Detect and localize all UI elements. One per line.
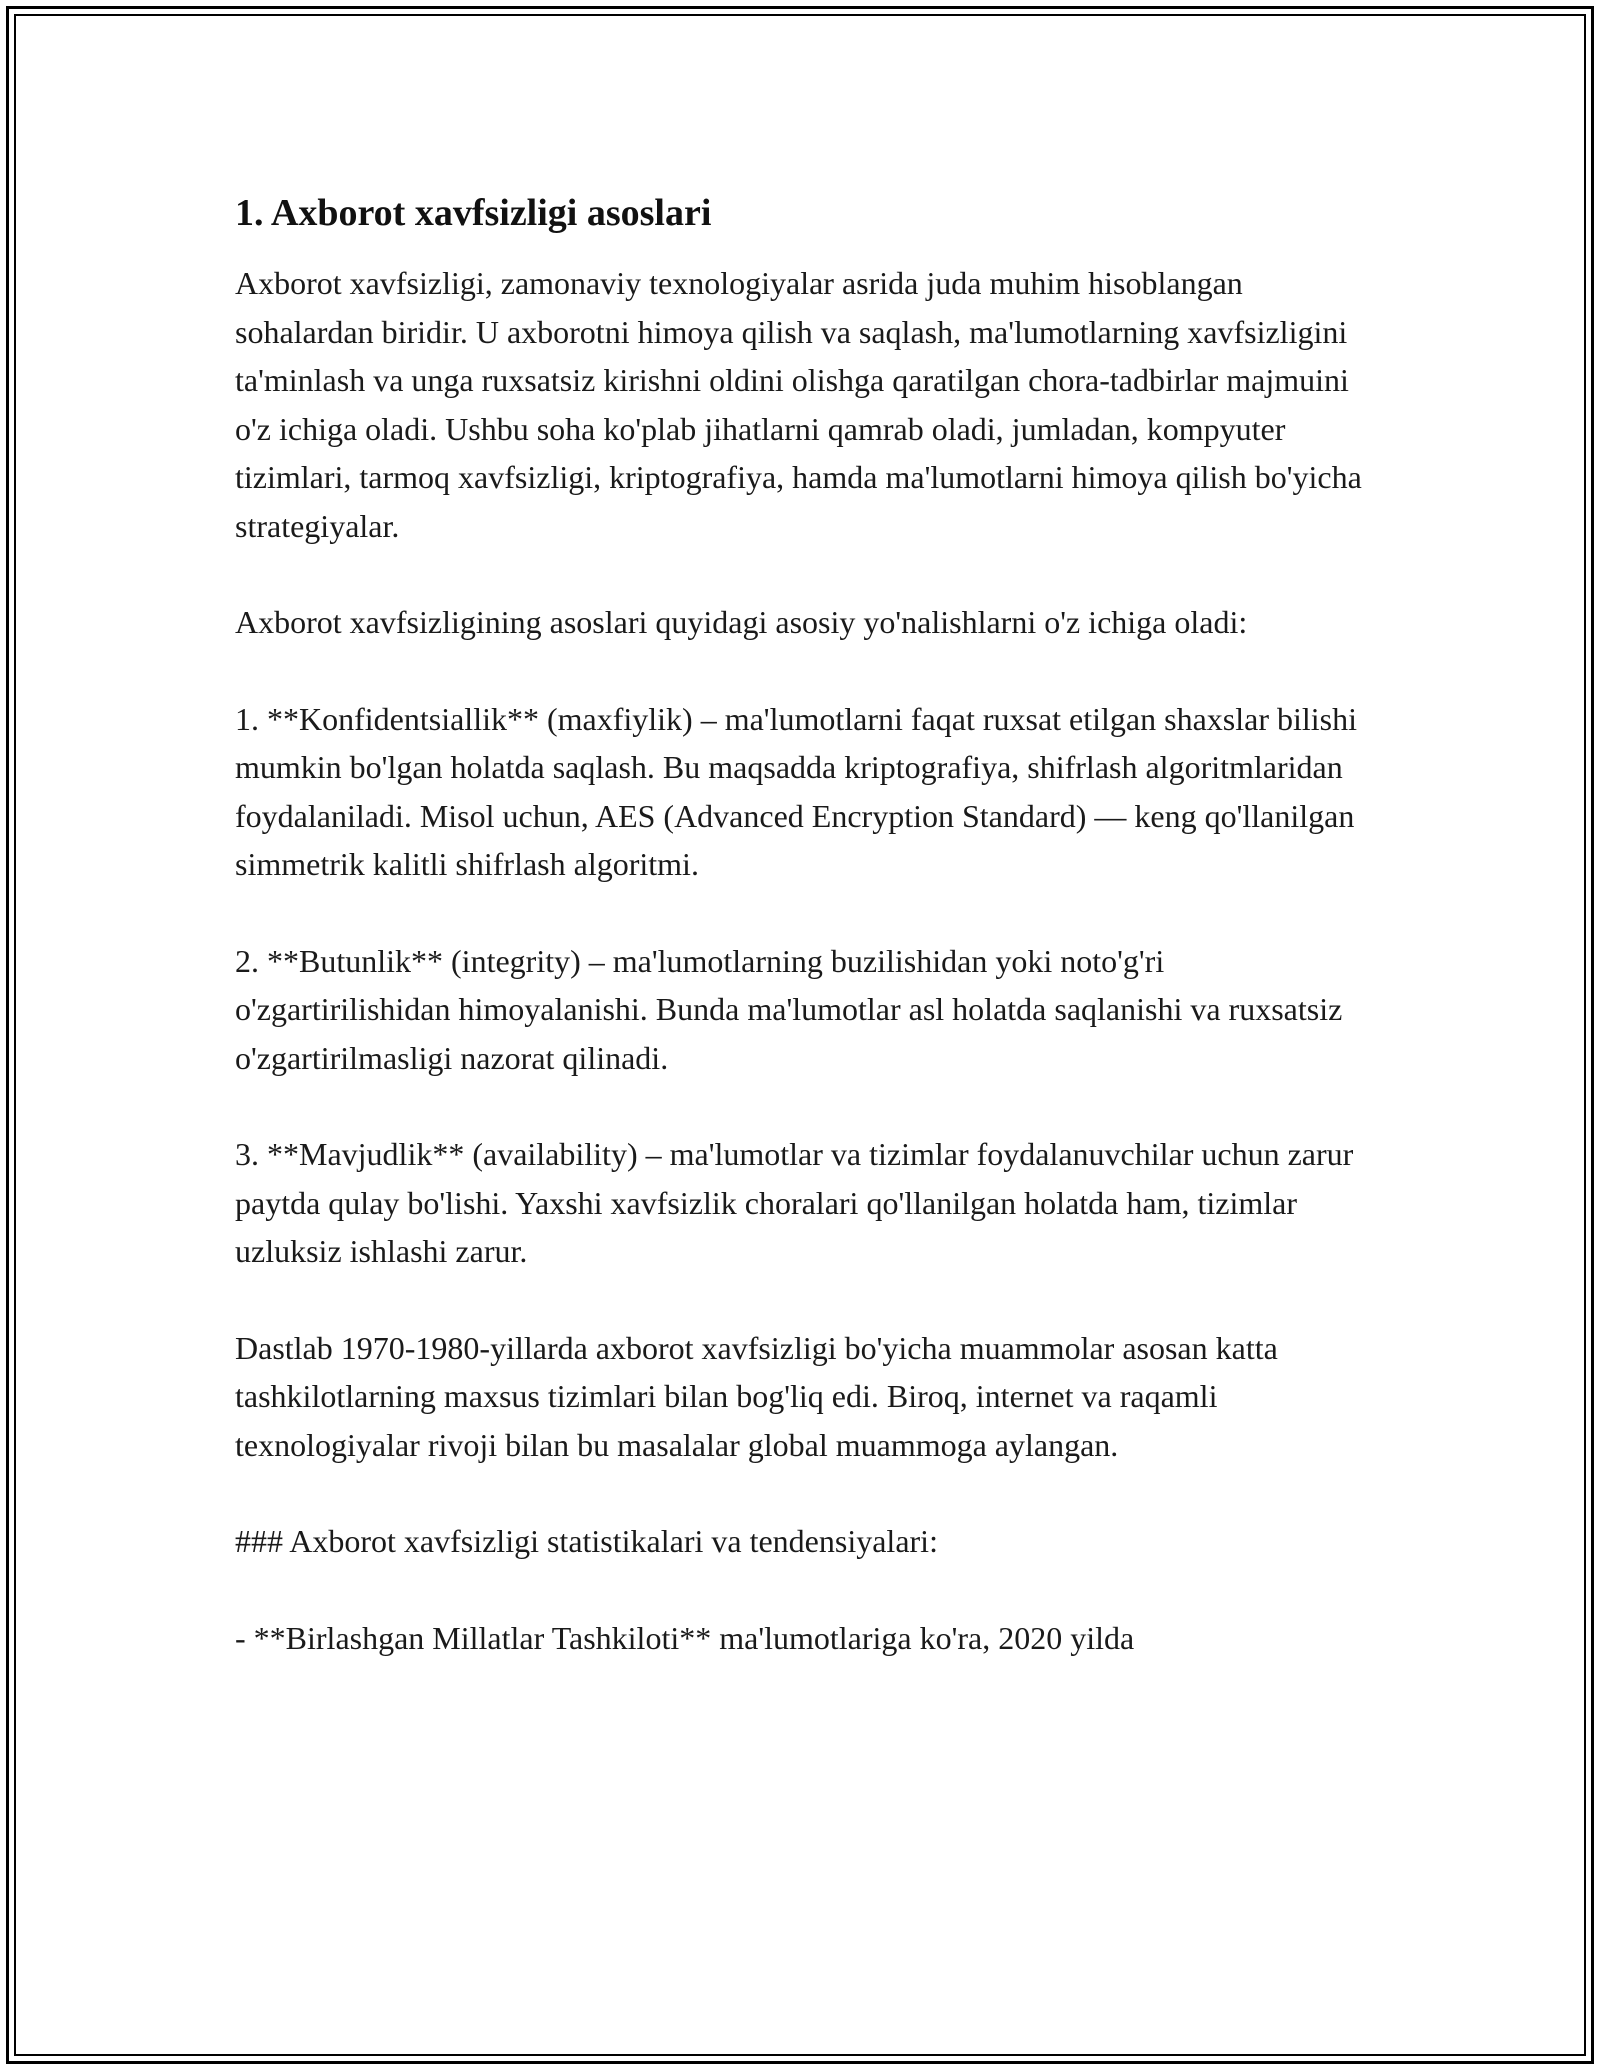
section-title: 1. Axborot xavfsizligi asoslari bbox=[235, 192, 712, 234]
history-paragraph: Dastlab 1970-1980-yillarda axborot xavfsizligi bo'yicha muammolar asosan katta tashkilotlarning maxsus tizimlari bilan bog'liq edi. Biroq, internet va raqamli texnologiyalar rivoji bilan bu masalalar global muammoga aylangan. bbox=[235, 1329, 1278, 1463]
statistics-heading: ### Axborot xavfsizligi statistikalari va tendensiyalari: bbox=[235, 1523, 938, 1559]
availability-paragraph: 3. **Mavjudlik** (availability) – ma'lumotlar va tizimlar foydalanuvchilar uchun zarur paytda qulay bo'lishi. Yaxshi xavfsizlik choralari qo'llanilgan holatda ham, tizimlar uzluksiz ishlashi zarur. bbox=[235, 1136, 1354, 1269]
intro-paragraph: Axborot xavfsizligi, zamonaviy texnologiyalar asrida juda muhim hisoblangan sohalardan biridir. U axborotni himoya qilish va saqlash, ma'lumotlarning xavfsizligini ta'minlash va unga ruxsatsiz kirishni oldini olishga qaratilgan chora-tadbirlar majmuini o'z ichiga oladi. Ushbu soha ko'plab jihatlarni qamrab oladi, jumladan, kompyuter tizimlari, tarmoq xavfsizligi, kriptografiya, hamda ma'lumotlarni himoya qilish bo'yicha strategiyalar. bbox=[235, 265, 1362, 544]
statistics-bullet: - **Birlashgan Millatlar Tashkiloti** ma'lumotlariga ko'ra, 2020 yilda bbox=[235, 1619, 1135, 1656]
list-intro-paragraph: Axborot xavfsizligining asoslari quyidagi asosiy yo'nalishlarni o'z ichiga oladi: bbox=[235, 604, 1248, 640]
integrity-paragraph: 2. **Butunlik** (integrity) – ma'lumotlarning buzilishidan yoki noto'g'ri o'zgartirilishidan himoyalanishi. Bunda ma'lumotlar asl holatda saqlanishi va ruxsatsiz o'zgartirilmasligi nazorat qilinadi. bbox=[235, 942, 1343, 1076]
document-body bbox=[235, 185, 1385, 1710]
confidentiality-paragraph: 1. **Konfidentsiallik** (maxfiylik) – ma'lumotlarni faqat ruxsat etilgan shaxslar bilishi mumkin bo'lgan holatda saqlash. Bu maqsadda kriptografiya, shifrlash algoritmlaridan foydalaniladi. Misol uchun, AES (Advanced Encryption Standard) — keng qo'llanilgan simmetrik kalitli shifrlash algoritmi. bbox=[235, 700, 1357, 882]
